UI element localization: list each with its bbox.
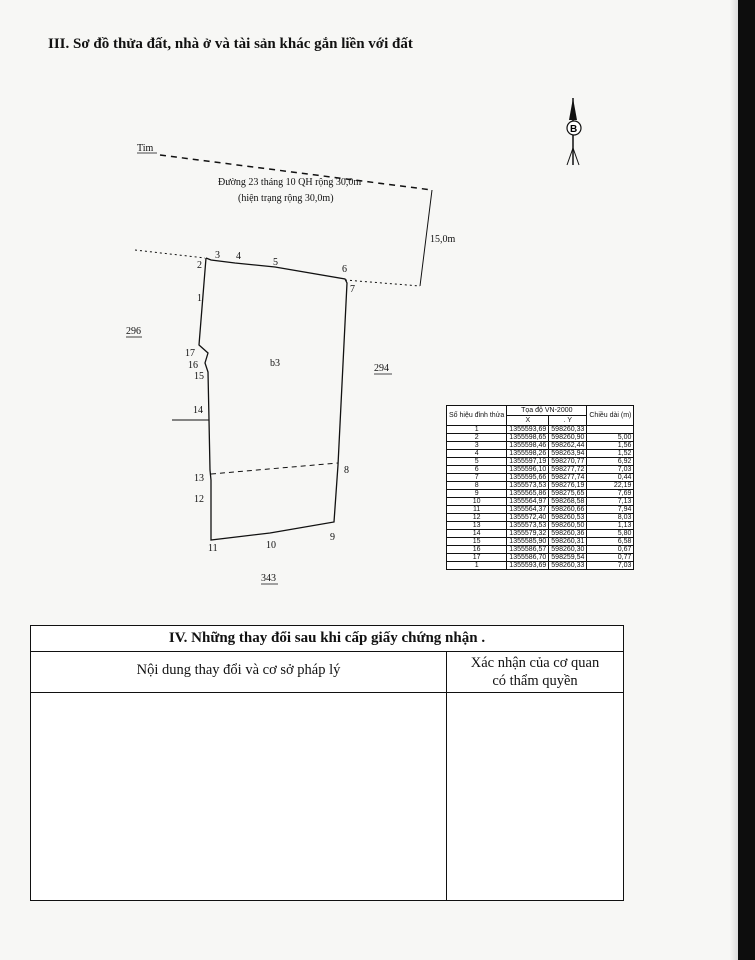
table-row [447,514,634,522]
vertex-label: 9 [330,532,335,543]
cell-x: 1355596,10 [507,466,549,474]
cell-point: 1 [447,426,507,434]
col-coord-header: Tọa độ VN-2000 [507,406,587,416]
parcel-boundary [199,258,347,540]
table-row [447,442,634,450]
cell-point: 11 [447,506,507,514]
vertex-label: 7 [350,284,355,295]
cell-y: 598260,31 [549,538,587,546]
cell-y: 598275,65 [549,490,587,498]
cell-y: 598260,50 [549,522,587,530]
cell-x: 1355579,32 [507,530,549,538]
cell-point: 4 [447,450,507,458]
cell-x: 1355586,70 [507,554,549,562]
section3-title: III. Sơ đồ thửa đất, nhà ở và tài sản khác gắn liền với đất [48,36,413,52]
cell-x: 1355598,46 [507,442,549,450]
cell-length: 5,00 [587,434,634,442]
road-name: Đường 23 tháng 10 QH rộng 30,0m [218,177,362,188]
table-row [447,450,634,458]
cell-length: 6,58 [587,538,634,546]
cell-length: 0,77 [587,554,634,562]
road-current-width: (hiện trạng rộng 30,0m) [238,193,334,204]
table-row [447,538,634,546]
vertex-label: 8 [344,465,349,476]
cell-point: 6 [447,466,507,474]
cell-point: 17 [447,554,507,562]
neighbor-south: 343 [261,573,276,584]
cell-y: 598260,66 [549,506,587,514]
cell-point: 14 [447,530,507,538]
table-row [447,474,634,482]
table-row [447,426,634,434]
cell-y: 598263,94 [549,450,587,458]
table-row [447,546,634,554]
cell-y: 598260,30 [549,546,587,554]
cell-point: 15 [447,538,507,546]
cell-point: 2 [447,434,507,442]
vertex-label: 4 [236,251,241,262]
vertex-label: 10 [266,540,276,551]
table-row [447,466,634,474]
cell-x: 1355593,69 [507,562,549,570]
cell-length: 1,56 [587,442,634,450]
cell-y: 598277,72 [549,466,587,474]
changes-table [30,625,624,901]
table-row [447,530,634,538]
vertex-label: 12 [194,494,204,505]
cell-y: 598270,77 [549,458,587,466]
cell-x: 1355598,26 [507,450,549,458]
table-row [447,562,634,570]
cell-x: 1355595,66 [507,474,549,482]
cell-y: 598260,36 [549,530,587,538]
table-row [447,458,634,466]
cell-point: 13 [447,522,507,530]
vertex-label: 2 [197,260,202,271]
col-authority-confirm: Xác nhận của cơ quan có thẩm quyền [470,655,600,689]
interior-boundary [211,463,338,474]
cell-length: 22,19 [587,482,634,490]
neighbor-east: 294 [374,363,389,374]
cell-x: 1355564,97 [507,498,549,506]
cell-length: 5,80 [587,530,634,538]
cell-x: 1355565,86 [507,490,549,498]
cell-length: 0,67 [587,546,634,554]
table-row [447,434,634,442]
vertex-label: 1 [197,293,202,304]
cell-y: 598260,33 [549,562,587,570]
cell-length: 7,03 [587,466,634,474]
tim-label: Tim [137,143,154,154]
vertex-label: 14 [193,405,203,416]
vertex-label: 5 [273,257,278,268]
col-change-content: Nội dung thay đổi và cơ sở pháp lý [136,662,341,678]
cell-point: 5 [447,458,507,466]
north-label: B [570,124,578,135]
cell-y: 598260,53 [549,514,587,522]
table-row [447,498,634,506]
cell-length: 8,03 [587,514,634,522]
cell-length [587,426,634,434]
cell-length: 6,92 [587,458,634,466]
cell-y: 598262,44 [549,442,587,450]
cell-length: 7,13 [587,498,634,506]
cell-y: 598260,33 [549,426,587,434]
vertex-label: 16 [188,360,198,371]
vertex-label: 17 [185,348,195,359]
col-y-header: . Y [549,416,587,426]
cell-x: 1355564,37 [507,506,549,514]
north-arrow-icon [567,98,581,165]
parcel-label: b3 [270,358,280,369]
cell-x: 1355572,40 [507,514,549,522]
table-row [447,554,634,562]
cell-x: 1355585,90 [507,538,549,546]
cell-x: 1355593,69 [507,426,549,434]
cell-x: 1355586,57 [507,546,549,554]
cell-y: 598259,54 [549,554,587,562]
cell-point: 8 [447,482,507,490]
cell-length: 7,03 [587,562,634,570]
dimension-label: 15,0m [430,234,456,245]
table-row [447,506,634,514]
table-row [447,482,634,490]
cell-y: 598260,90 [549,434,587,442]
cell-point: 16 [447,546,507,554]
cell-point: 12 [447,514,507,522]
col-x-header: X [507,416,549,426]
cell-length: 1,13 [587,522,634,530]
neighbor-west: 296 [126,326,141,337]
col-length-header: Chiều dài (m) [587,406,634,426]
cell-length: 7,94 [587,506,634,514]
vertex-label: 15 [194,371,204,382]
vertex-label: 6 [342,264,347,275]
cell-point: 10 [447,498,507,506]
cell-length: 7,69 [587,490,634,498]
cell-x: 1355573,53 [507,522,549,530]
cell-point: 3 [447,442,507,450]
vertex-label: 11 [208,543,218,554]
vertex-label: 13 [194,473,204,484]
table-row [447,490,634,498]
cell-point: 9 [447,490,507,498]
cell-y: 598276,19 [549,482,587,490]
cell-y: 598268,58 [549,498,587,506]
road-edge-right [345,280,420,286]
section4-title: IV. Những thay đổi sau khi cấp giấy chứng nhận . [168,630,486,646]
table-row [447,522,634,530]
cell-length: 1,52 [587,450,634,458]
cell-x: 1355597,19 [507,458,549,466]
cell-x: 1355598,65 [507,434,549,442]
vertex-label: 3 [215,250,220,261]
cell-point: 7 [447,474,507,482]
cell-point: 1 [447,562,507,570]
cell-y: 598277,74 [549,474,587,482]
col-point-header: Số hiệu đỉnh thửa [447,406,507,426]
cell-x: 1355573,53 [507,482,549,490]
cell-length: 0,44 [587,474,634,482]
road-edge-left [135,250,205,258]
coordinate-table [446,405,634,570]
